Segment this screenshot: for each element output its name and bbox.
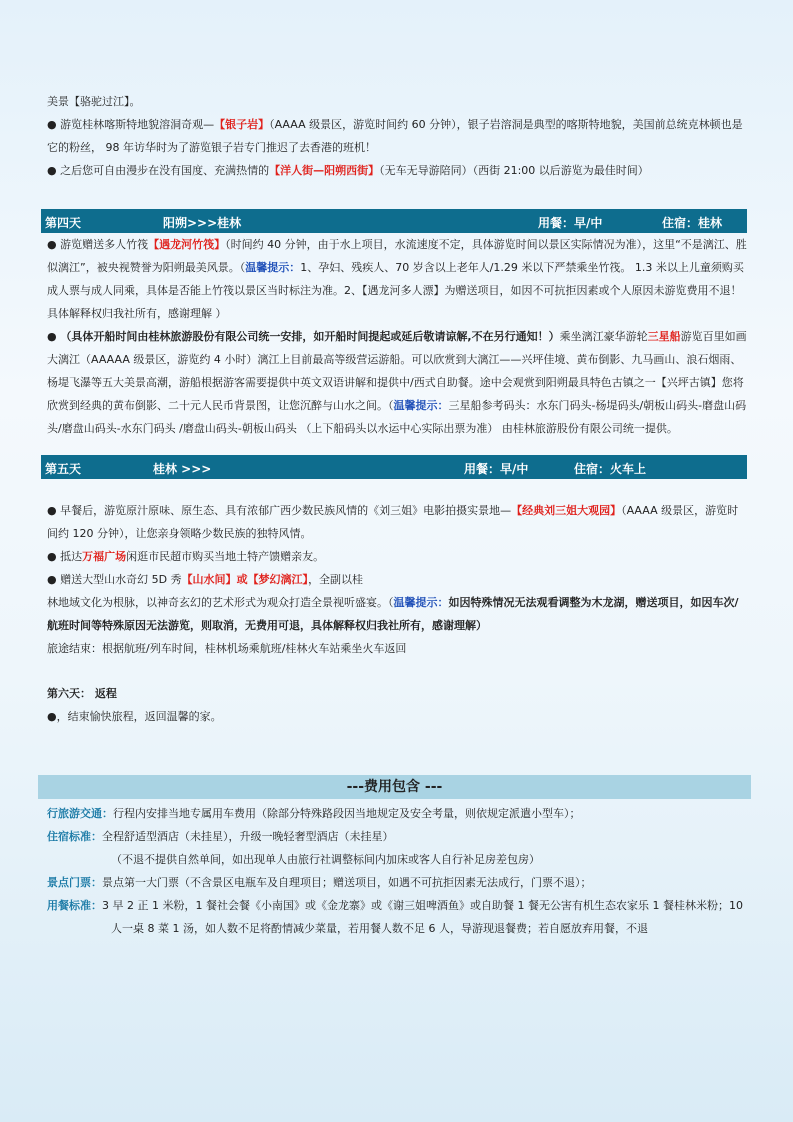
day5-show-desc: 林地域文化为根脉，以神奇玄幻的艺术形式为观众打造全景视听盛宴。（温馨提示：如因特殊情况无法观看调整为木龙湖，赠送项目，如因车次/航班时间等特殊原因无法游览，则取消，无费用可退，具体解释权归我社所有，感谢理解） [47,596,739,632]
day5-route: 桂林 >>> [153,462,212,476]
tip-label: 温馨提示： [245,261,301,274]
highlight-menghuan-lijiang: 【梦幻漓江】 [247,573,309,586]
highlight-liusanjie-park: 【经典刘三姐大观园】 [511,504,622,517]
day4-route: 阳朔>>>桂林 [163,216,242,230]
fee-row-hotel: 住宿标准：全程舒适型酒店（未挂星），升级一晚轻奢型酒店（未挂星） [47,830,394,843]
highlight-wanfu-plaza: 万福广场 [82,550,127,563]
day6-line: ●，结束愉快旅程，返回温馨的家。 [47,710,222,723]
day4-meals: 用餐：早/中 [538,216,603,230]
fee-row-transport: 行旅游交通：行程内安排当地专属用车费用（除部分特殊路段因当地规定及安全考量，则依规定派遣小型车）； [47,807,581,820]
fees-title: ---费用包含 --- [346,779,443,795]
day4-header [41,209,747,233]
day4-bamboo-raft: ● 游览赠送多人竹筏【遇龙河竹筏】（时间约 40 分钟，由于水上项目，水流速度不定，具体游览时间以景区实际情况为准），这里“不是漓江、胜似漓江”，被央视赞誉为阳朔最美风景。（温馨提示：1、孕妇、残疾人、70 岁含以上老年人/1.29 米以下严禁乘坐竹筏。 1.3 米以上儿童须购买成人票与成人同乘，具体是否能上竹筏以景区当时标注为准。2、【遇龙河多人漂】为赠送项目，如因不可抗拒因素或个人原因未游览费用不退！具体解释权归我社所有，感谢理解 ） [47,238,747,320]
day5-label: 第五天 [45,462,82,476]
day5-liusanjie: ● 早餐后，游览原汁原味、原生态、具有浓郁广西少数民族风情的《刘三姐》电影拍摄实景地—【经典刘三姐大观园】（AAAA 级景区，游览时间约 120 分钟），让您亲身领略少数民族的独特风情。 [47,504,739,540]
day4-li-river-cruise: ● （具体开船时间由桂林旅游股份有限公司统一安排，如开船时间提起或延后敬请谅解,不在另行通知！）乘坐漓江豪华游轮三星船游览百里如画大漓江（AAAAA 级景区，游览约 4 小时）漓江上目前最高等级营运游船。可以欣赏到大漓江——兴坪佳境、黄布倒影、九马画山、浪石烟雨、杨堤飞瀑等五大美景高潮，游船根据游客需要提供中英文双语讲解和提供中/西式自助餐。途中会观赏到阳朔最具特色古镇之一【兴坪古镇】您将欣赏到经典的黄布倒影、二十元人民币背景图，让您沉醉与山水之间。（温馨提示：三星船参考码头：水东门码头-杨堤码头/朝板山码头-磨盘山码头/磨盘山码头-水东门码头 /磨盘山码头-朝板山码头 （上下船码头以水运中心实际出票为准） 由桂林旅游股份有限公司统一提供。 [47,330,747,435]
fee-row-hotel-note: （不退不提供自然单间，如出现单人由旅行社调整标间内加床或客人自行补足房差包房） [111,853,540,866]
day4-stay: 住宿：桂林 [662,216,723,230]
highlight-three-star-ship: 三星船 [647,330,681,343]
highlight-shanshuijian: 【山水间】 [181,573,237,586]
day3-silver-cave-item: ● 游览桂林喀斯特地貌溶洞奇观—【银子岩】（AAAA 级景区，游览时间约 60 分钟），银子岩溶洞是典型的喀斯特地貌，美国前总统克林顿也是它的粉丝， 98 年访华时为了游览银子岩专门推迟了去香港的班机！ [47,118,743,154]
tip-label: 温馨提示： [393,596,449,609]
day4-label: 第四天 [45,216,82,230]
day5-meals: 用餐：早/中 [464,462,529,476]
highlight-silver-cave: 【银子岩】 [214,118,270,131]
fee-row-tickets: 景点门票：景点第一大门票（不含景区电瓶车及自理项目；赠送项目，如遇不可抗拒因素无法成行，门票不退）； [47,876,592,889]
day5-trip-end: 旅途结束：根据航班/列车时间，桂林机场乘航班/桂林火车站乘坐火车返回 [47,642,407,655]
day5-show: ● 赠送大型山水奇幻 5D 秀【山水间】或【梦幻漓江】，全副以桂 [47,573,364,586]
tip-label: 温馨提示： [393,399,449,412]
itinerary-document [47,90,747,940]
day5-header [41,455,747,479]
highlight-west-street: 【洋人街—阳朔西街】 [269,164,380,177]
day5-wanfu-plaza: ● 抵达万福广场闲逛市民超市购买当地土特产馈赠亲友。 [47,550,325,563]
day5-stay: 住宿：火车上 [574,462,647,476]
fee-row-meals: 用餐标准：3 早 2 正 1 米粉，1 餐社会餐《小南国》或《金龙寨》或《谢三姐啤酒鱼》或自助餐 1 餐无公害有机生态农家乐 1 餐桂林米粉；10 人一桌 8 菜 1 汤，如人数不足将酌情减少菜量，若用餐人数不足 6 人，导游现退餐费；若自愿放弃用餐，不退 [47,899,743,935]
highlight-yulong-raft: 【遇龙河竹筏】 [148,238,226,251]
day3-west-street-item: ● 之后您可自由漫步在没有国度、充满热情的【洋人街—阳朔西街】（无车无导游陪同）（西街 21:00 以后游览为最佳时间） [47,164,649,177]
day3-line1: 美景【骆驼过江】。 [47,95,141,108]
fees-header [38,775,751,799]
day6-title: 第六天： 返程 [47,687,117,700]
